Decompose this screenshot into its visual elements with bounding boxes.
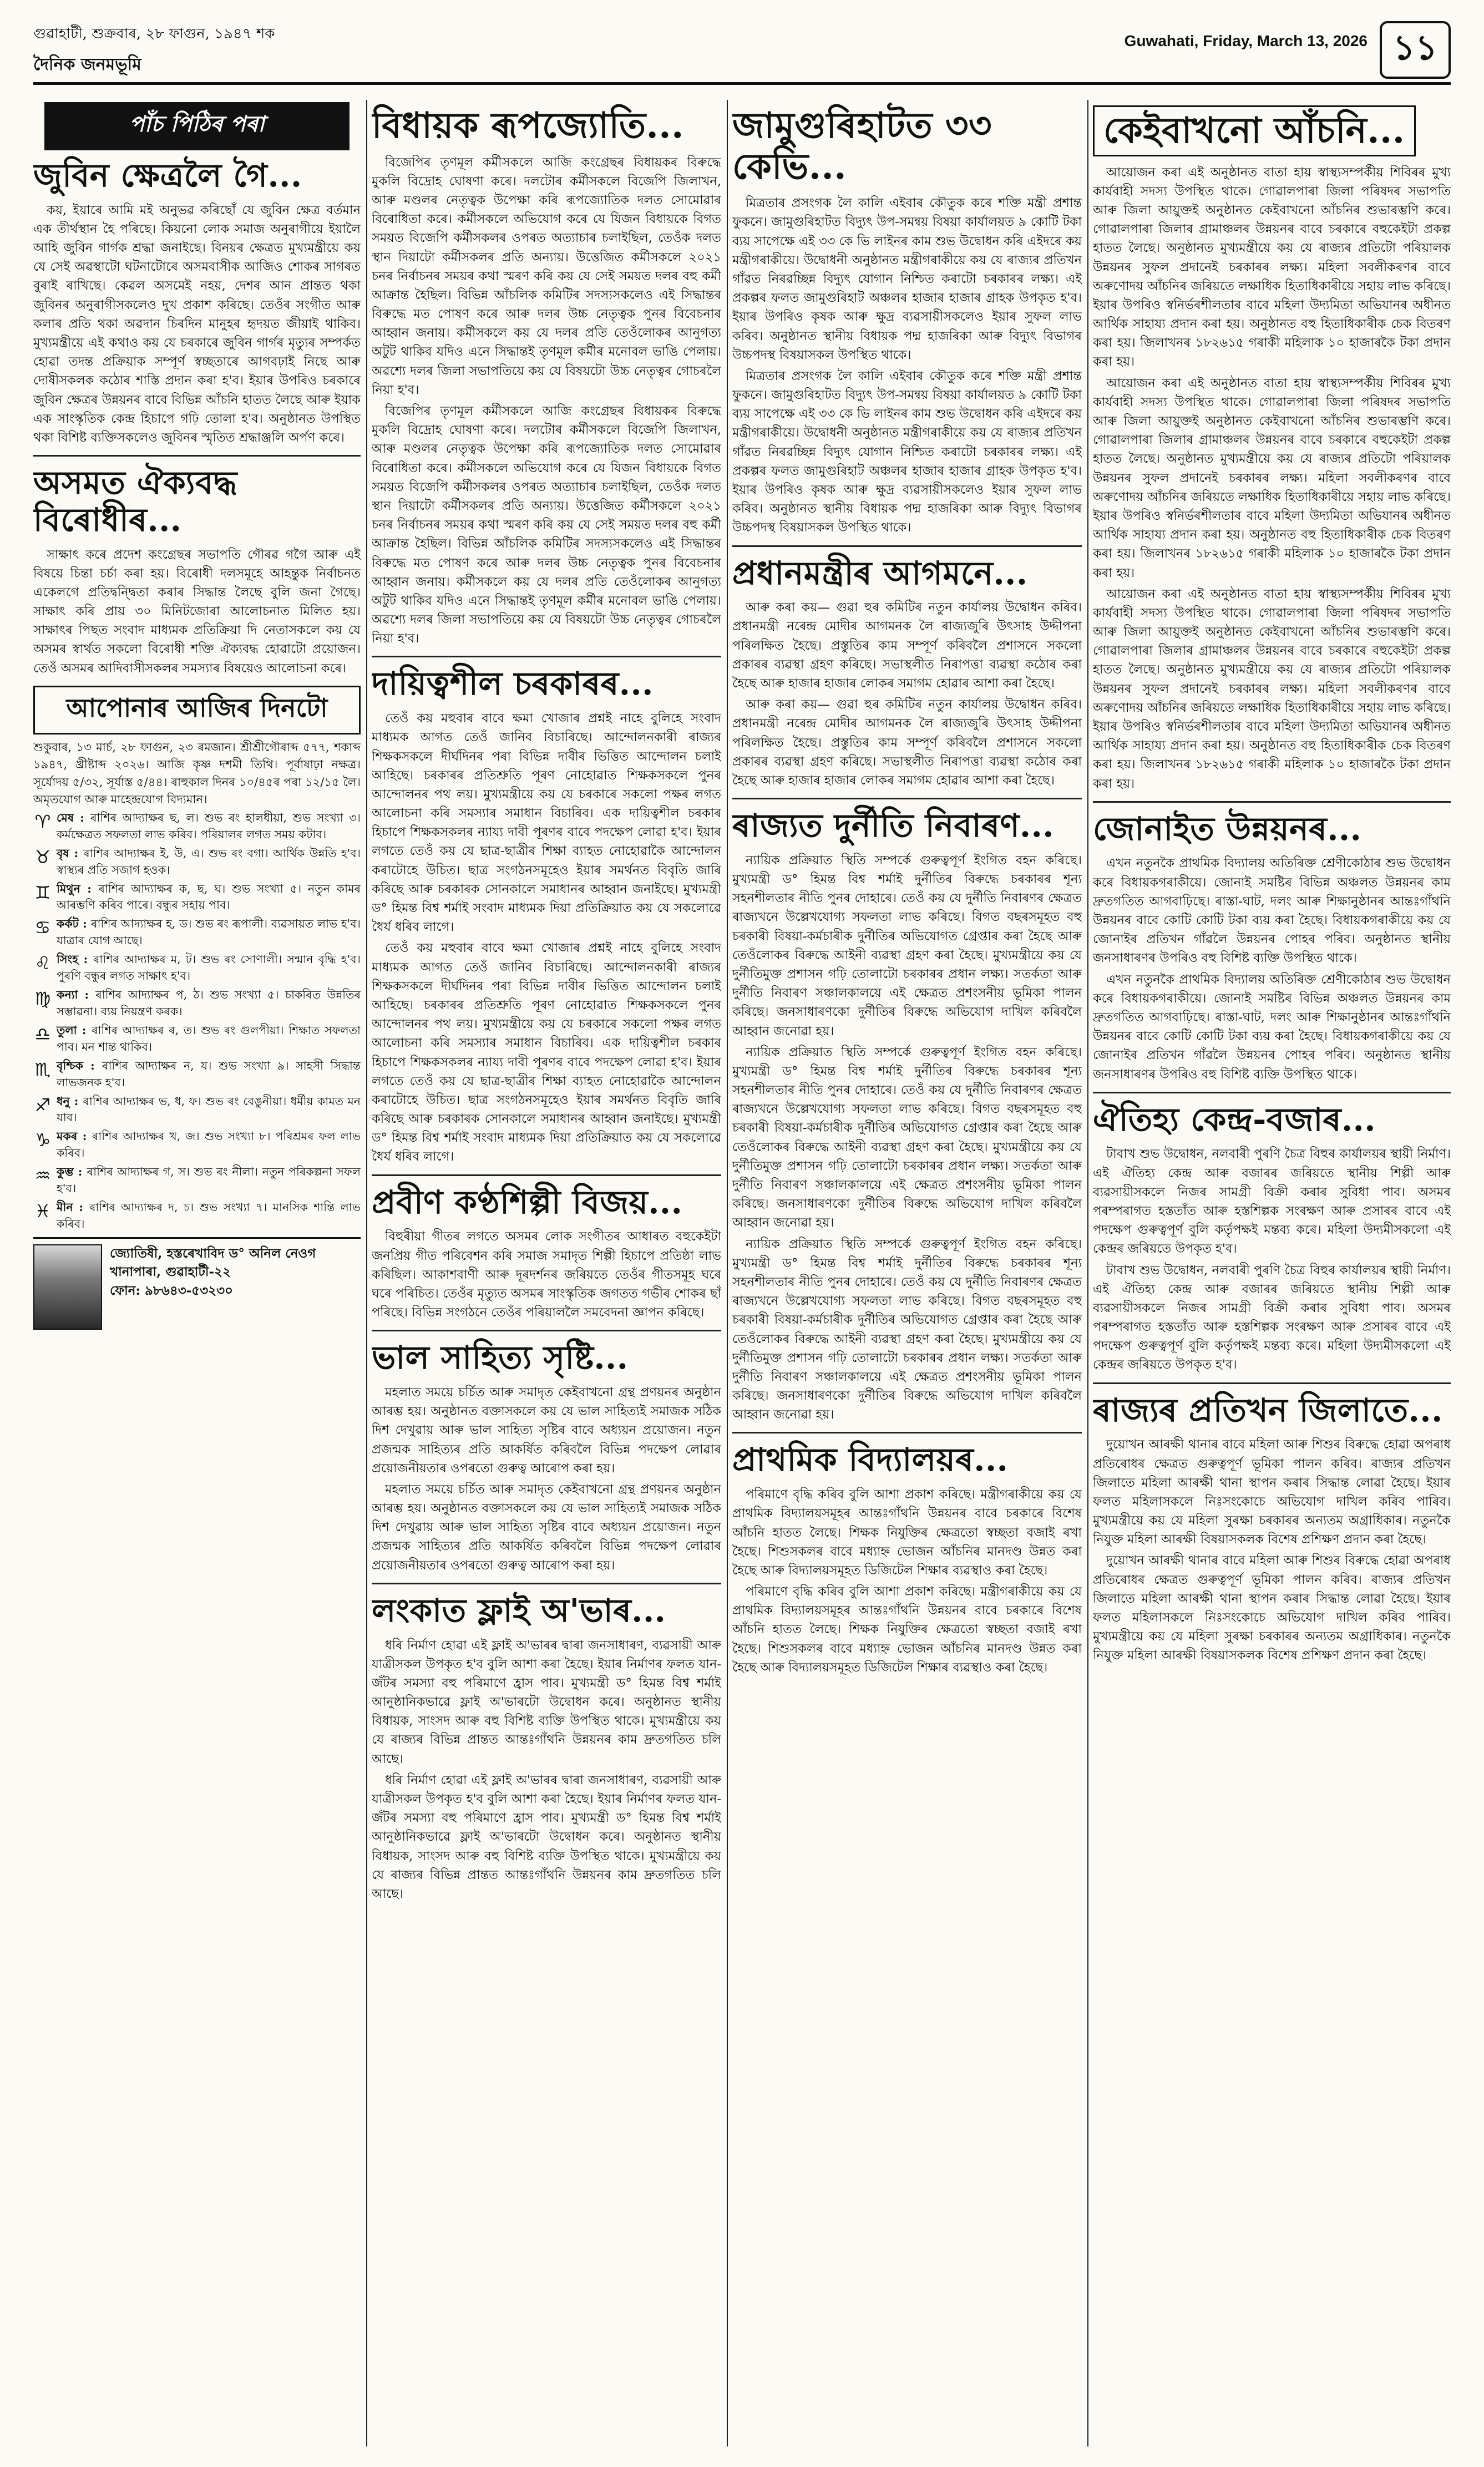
zodiac-item <box>33 1058 361 1091</box>
headline-pm: প্ৰধানমন্ত্ৰীৰ আগমনে... <box>732 554 1028 592</box>
column-1 <box>33 100 361 2446</box>
zodiac-item <box>33 987 361 1020</box>
divider <box>732 798 1082 799</box>
zodiac-sign-icon: ♒ <box>34 1165 51 1187</box>
zodiac-name: ধনু : <box>57 1094 83 1108</box>
zodiac-sign-icon: ♉ <box>34 846 51 868</box>
astrologer-info <box>110 1244 316 1330</box>
article-school: পৰিমাণে বৃদ্ধি কৰিব বুলি আশা প্ৰকাশ কৰিছে। মন্ত্ৰীগৰাকীয়ে কয় যে প্ৰাথমিক বিদ্যালয়সমূহৰ আন্তঃগাঁথনি উন্নয়নৰ বাবে চৰকাৰে বিশেষ আঁচনি হাতত লৈছে। শিক্ষক নিযুক্তিৰ ক্ষেত্ৰতো স্বচ্ছতা বজাই ৰখা হৈছে। শিশুসকলৰ বাবে মধ্যাহ্ন ভোজন আঁচনিৰ মানদণ্ড উন্নত কৰা হৈছে আৰু বিদ্যালয়সমূহত ডিজিটেল শিক্ষাৰ ব্যৱস্থাও কৰা হৈছে। পৰিমাণে বৃদ্ধি কৰিব বুলি আশা প্ৰকাশ কৰিছে। মন্ত্ৰীগৰাকীয়ে কয় যে প্ৰাথমিক বিদ্যালয়সমূহৰ আন্তঃগাঁথনি উন্নয়নৰ বাবে চৰকাৰে বিশেষ আঁচনি হাতত লৈছে। শিক্ষক নিযুক্তিৰ ক্ষেত্ৰতো স্বচ্ছতা বজাই ৰখা হৈছে। শিশুসকলৰ বাবে মধ্যাহ্ন ভোজন আঁচনিৰ মানদণ্ড উন্নত কৰা হৈছে আৰু বিদ্যালয়সমূহত ডিজিটেল শিক্ষাৰ ব্যৱস্থাও কৰা হৈছে। <box>732 1487 1082 1675</box>
zodiac-item <box>33 810 361 843</box>
zodiac-sign-icon: ♐ <box>34 1094 51 1116</box>
article-jubin: কয়, ইয়াৰে আমি মই অনুভৱ কৰিছোঁ যে জুবিন ক্ষেত্ৰ বৰ্তমান এক তীৰ্থস্থান হৈ পৰিছে। কিয়নো লোক সমাজ অনুৰাগীয়ে ইয়ালৈ আহি জুবিন গাৰ্গক শ্ৰদ্ধা জনাইছে। বিনয়ৰ ক্ষেত্ৰত মুখ্যমন্ত্ৰীয়ে কয় যে সেই অৱস্থাটো ঘটনাটোৰে অসমবাসীক আজিও শোকৰ সাগৰত বুৰাই ৰাখিছে। কেৱল অসমেই নহয়, দেশৰ আন প্ৰান্তত থকা জুবিনৰ অনুৰাগীসকলেও দুখ প্ৰকাশ কৰিছে। তেওঁৰ সংগীত আৰু কলাৰ প্ৰতি থকা অৱদান চিৰদিন মানুহৰ হৃদয়ত জীয়াই থাকিব। মুখ্যমন্ত্ৰীয়ে এই কথাও কয় যে চৰকাৰে জুবিন গাৰ্গৰ মৃত্যুৰ সম্পৰ্কত হোৱা তদন্ত প্ৰক্ৰিয়াক সম্পূৰ্ণ স্বচ্ছতাৰে আগবঢ়াই নিছে আৰু দোষীসকলক কঠোৰ শাস্তি প্ৰদান কৰা হ'ব। ইয়াৰ উপৰিও চৰকাৰে জুবিন ক্ষেত্ৰৰ উন্নয়নৰ বাবে বিভিন্ন আঁচনি হাতত লৈছে আৰু ইয়াক এক সাংস্কৃতিক কেন্দ্ৰ হিচাপে গঢ়ি তোলা হ'ব। অনুষ্ঠানত উপস্থিত থকা বিশিষ্ট ব্যক্তিসকলেও জুবিনৰ স্মৃতিত শ্ৰদ্ধাঞ্জলি অৰ্পণ কৰে। <box>33 202 361 445</box>
zodiac-sign-icon: ♊ <box>34 882 51 903</box>
zodiac-name: মিথুন : <box>57 882 99 895</box>
zodiac-text: বৃষ : ৰাশিৰ আদ্যাক্ষৰ ই, উ, এ। শুভ ৰং বগা। আৰ্থিক উন্নতি হ'ব। স্বাস্থ্যৰ প্ৰতি সজাগ হওক। <box>57 846 361 877</box>
zodiac-name: বৃষ : <box>57 846 84 860</box>
divider <box>732 1432 1082 1433</box>
zodiac-item <box>33 951 361 985</box>
headline-jubin: জুবিন ক্ষেত্ৰলৈ গৈ... <box>33 156 302 194</box>
zodiac-text: কন্যা : ৰাশিৰ আদ্যাক্ষৰ প, ঠ। শুভ সংখ্যা ৫। চাকৰিত উন্নতিৰ সম্ভাৱনা। ব্যয় নিয়ন্ত্ৰণ কৰক। <box>57 988 361 1018</box>
column-divider <box>366 100 367 2446</box>
headline-schemes: কেইবাখনো আঁচনি... <box>1093 105 1416 156</box>
zodiac-item <box>33 916 361 949</box>
zodiac-name: সিংহ : <box>57 953 93 966</box>
divider <box>372 1174 721 1176</box>
zodiac-text: ধনু : ৰাশিৰ আদ্যাক্ষৰ ভ, ধ, ফ। শুভ ৰং বেঙুনীয়া। ধৰ্মীয় কামত মন যাব। <box>57 1094 361 1124</box>
zodiac-item <box>33 1022 361 1056</box>
article-flyover: ধৰি নিৰ্মাণ হোৱা এই ফ্লাই অ'ভাৰৰ দ্বাৰা জনসাধাৰণ, ব্যৱসায়ী আৰু যাত্ৰীসকল উপকৃত হ'ব বুলি আশা কৰা হৈছে। ইয়াৰ নিৰ্মাণৰ ফলত যান-জঁটৰ সমস্যা বহু পৰিমাণে হ্ৰাস পাব। মুখ্যমন্ত্ৰী ড° হিমন্ত বিশ্ব শৰ্মাই আনুষ্ঠানিকভাৱে ফ্লাই অ'ভাৰটো উদ্বোধন কৰে। অনুষ্ঠানত স্থানীয় বিধায়ক, সাংসদ আৰু বহু বিশিষ্ট ব্যক্তি উপস্থিত থাকে। মুখ্যমন্ত্ৰীয়ে কয় যে ৰাজ্যৰ বিভিন্ন প্ৰান্তত আন্তঃগাঁথনি উন্নয়নৰ কাম দ্ৰুতগতিত চলি আছে। ধৰি নিৰ্মাণ হোৱা এই ফ্লাই অ'ভাৰৰ দ্বাৰা জনসাধাৰণ, ব্যৱসায়ী আৰু যাত্ৰীসকল উপকৃত হ'ব বুলি আশা কৰা হৈছে। ইয়াৰ নিৰ্মাণৰ ফলত যান-জঁটৰ সমস্যা বহু পৰিমাণে হ্ৰাস পাব। মুখ্যমন্ত্ৰী ড° হিমন্ত বিশ্ব শৰ্মাই আনুষ্ঠানিকভাৱে ফ্লাই অ'ভাৰটো উদ্বোধন কৰে। অনুষ্ঠানত স্থানীয় বিধায়ক, সাংসদ আৰু বহু বিশিষ্ট ব্যক্তি উপস্থিত থাকে। মুখ্যমন্ত্ৰীয়ে কয় যে ৰাজ্যৰ বিভিন্ন প্ৰান্তত আন্তঃগাঁথনি উন্নয়নৰ কাম দ্ৰুতগতিত চলি আছে। <box>372 1638 721 1901</box>
columns <box>33 100 1451 2446</box>
zodiac-item <box>33 1093 361 1127</box>
column-divider <box>1087 100 1088 2446</box>
zodiac-name: তুলা : <box>57 1023 92 1037</box>
astrologer-phone: ফোন: ৯৮৬৪৩-৫৩২৩০ <box>110 1283 234 1298</box>
zodiac-text: মিথুন : ৰাশিৰ আদ্যাক্ষৰ ক, ছ, ঘ। শুভ সংখ্যা ৫। নতুন কামৰ আৰম্ভণি কৰিব পাৰে। বন্ধুৰ সহায় পাব। <box>57 882 361 912</box>
divider <box>732 545 1082 547</box>
astrologer-name: জ্যোতিষী, হস্তৰেখাবিদ ড° অনিল নেওগ <box>110 1245 316 1261</box>
masthead-rule <box>33 82 1451 85</box>
article-opposition: সাক্ষাৎ কৰে প্ৰদেশ কংগ্ৰেছৰ সভাপতি গৌৰৱ গগৈ আৰু এই বিষয়ে চিন্তা চৰ্চা কৰা হয়। বিৰোধী দলসমূহে আহন্তুক নিৰ্বাচনত একেলগে প্ৰতিদ্বন্দ্বিতা কৰাৰ সিদ্ধান্ত লৈছে বুলি জনা গৈছে। সাক্ষাৎ কৰি প্ৰায় ৩০ মিনিটজোৰা আলোচনাত মিলিত হয়। সাক্ষাৎৰ পিছত সংবাদ মাধ্যমক প্ৰতিক্ৰিয়া দি নেতাসকলে কয় যে অসমৰ স্বাৰ্থত সকলো বিৰোধী শক্তি ঐক্যবদ্ধ হোৱাটো প্ৰয়োজন। তেওঁ অসমৰ আদিবাসীসকলৰ সমস্যাৰ বিষয়েও আলোচনা কৰে। <box>33 547 361 676</box>
zodiac-name: কুম্ভ : <box>57 1165 87 1179</box>
astrologer-box <box>33 1237 361 1330</box>
article-schemes: আয়োজন কৰা এই অনুষ্ঠানত বাতা হায় স্বাস্থ্যসম্পৰ্কীয় শিবিৰৰ মুখ্য কাৰ্যবাহী সদস্য উপস্থিত থাকে। গোৱালপাৰা জিলা পৰিষদৰ সভাপতি আৰু জিলা আয়ুক্তই অনুষ্ঠানত কেইবাখনো আঁচনিৰ শুভাৰম্ভণি কৰে। গোৱালপাৰা জিলাৰ গ্ৰামাঞ্চলৰ উন্নয়নৰ বাবে চৰকাৰে বহুকেইটা প্ৰকল্প হাতত লৈছে। অনুষ্ঠানত মুখ্যমন্ত্ৰীয়ে কয় যে ৰাজ্যৰ প্ৰতিটো পৰিয়ালক উন্নয়নৰ সুফল প্ৰদানেই চৰকাৰৰ লক্ষ্য। মহিলা সবলীকৰণৰ বাবে অৰুণোদয় আঁচনিৰ জৰিয়তে লক্ষাধিক হিতাধিকাৰীয়ে সহায় লাভ কৰিছে। ইয়াৰ উপৰিও স্বনিৰ্ভৰশীলতাৰ বাবে মহিলা উদ্যমিতা অভিযানৰ অধীনত আৰ্থিক সাহায্য প্ৰদান কৰা হয়। অনুষ্ঠানত বহু হিতাধিকাৰীক চেক বিতৰণ কৰা হয়। জিলাখনৰ ১৮২৬১৫ গৰাকী মহিলাক ১০ হাজাৰকৈ টকা প্ৰদান কৰা হয়। আয়োজন কৰা এই অনুষ্ঠানত বাতা হায় স্বাস্থ্যসম্পৰ্কীয় শিবিৰৰ মুখ্য কাৰ্যবাহী সদস্য উপস্থিত থাকে। গোৱালপাৰা জিলা পৰিষদৰ সভাপতি আৰু জিলা আয়ুক্তই অনুষ্ঠানত কেইবাখনো আঁচনিৰ শুভাৰম্ভণি কৰে। গোৱালপাৰা জিলাৰ গ্ৰামাঞ্চলৰ উন্নয়নৰ বাবে চৰকাৰে বহুকেইটা প্ৰকল্প হাতত লৈছে। অনুষ্ঠানত মুখ্যমন্ত্ৰীয়ে কয় যে ৰাজ্যৰ প্ৰতিটো পৰিয়ালক উন্নয়নৰ সুফল প্ৰদানেই চৰকাৰৰ লক্ষ্য। মহিলা সবলীকৰণৰ বাবে অৰুণোদয় আঁচনিৰ জৰিয়তে লক্ষাধিক হিতাধিকাৰীয়ে সহায় লাভ কৰিছে। ইয়াৰ উপৰিও স্বনিৰ্ভৰশীলতাৰ বাবে মহিলা উদ্যমিতা অভিযানৰ অধীনত আৰ্থিক সাহায্য প্ৰদান কৰা হয়। অনুষ্ঠানত বহু হিতাধিকাৰীক চেক বিতৰণ কৰা হয়। জিলাখনৰ ১৮২৬১৫ গৰাকী মহিলাক ১০ হাজাৰকৈ টকা প্ৰদান কৰা হয়। আয়োজন কৰা এই অনুষ্ঠানত বাতা হায় স্বাস্থ্যসম্পৰ্কীয় শিবিৰৰ মুখ্য কাৰ্যবাহী সদস্য উপস্থিত থাকে। গোৱালপাৰা জিলা পৰিষদৰ সভাপতি আৰু জিলা আয়ুক্তই অনুষ্ঠানত কেইবাখনো আঁচনিৰ শুভাৰম্ভণি কৰে। গোৱালপাৰা জিলাৰ গ্ৰামাঞ্চলৰ উন্নয়নৰ বাবে চৰকাৰে বহুকেইটা প্ৰকল্প হাতত লৈছে। অনুষ্ঠানত মুখ্যমন্ত্ৰীয়ে কয় যে ৰাজ্যৰ প্ৰতিটো পৰিয়ালক উন্নয়নৰ সুফল প্ৰদানেই চৰকাৰৰ লক্ষ্য। মহিলা সবলীকৰণৰ বাবে অৰুণোদয় আঁচনিৰ জৰিয়তে লক্ষাধিক হিতাধিকাৰীয়ে সহায় লাভ কৰিছে। ইয়াৰ উপৰিও স্বনিৰ্ভৰশীলতাৰ বাবে মহিলা উদ্যমিতা অভিযানৰ অধীনত আৰ্থিক সাহায্য প্ৰদান কৰা হয়। অনুষ্ঠানত বহু হিতাধিকাৰীক চেক বিতৰণ কৰা হয়। জিলাখনৰ ১৮২৬১৫ গৰাকী মহিলাক ১০ হাজাৰকৈ টকা প্ৰদান কৰা হয়। <box>1093 165 1451 791</box>
zodiac-sign-icon: ♏ <box>34 1058 51 1080</box>
zodiac-item <box>33 1164 361 1197</box>
column-divider <box>727 100 728 2446</box>
article-districts: দুয়োখন আৰক্ষী থানাৰ বাবে মহিলা আৰু শিশুৰ বিৰুদ্ধে হোৱা অপৰাধ প্ৰতিৰোধৰ ক্ষেত্ৰত গুৰুত্বপূৰ্ণ ভূমিকা পালন কৰিব। ৰাজ্যৰ প্ৰতিখন জিলাতে মহিলা আৰক্ষী থানা স্থাপন কৰাৰ সিদ্ধান্ত লোৱা হৈছে। ইয়াৰ ফলত মহিলাসকলে নিঃসংকোচে অভিযোগ দাখিল কৰিব পাৰিব। মুখ্যমন্ত্ৰীয়ে কয় যে মহিলা সুৰক্ষা চৰকাৰৰ অন্যতম অগ্ৰাধিকাৰ। নতুনকৈ নিযুক্ত মহিলা আৰক্ষী বিষয়াসকলক বিশেষ প্ৰশিক্ষণ প্ৰদান কৰা হৈছে। দুয়োখন আৰক্ষী থানাৰ বাবে মহিলা আৰু শিশুৰ বিৰুদ্ধে হোৱা অপৰাধ প্ৰতিৰোধৰ ক্ষেত্ৰত গুৰুত্বপূৰ্ণ ভূমিকা পালন কৰিব। ৰাজ্যৰ প্ৰতিখন জিলাতে মহিলা আৰক্ষী থানা স্থাপন কৰাৰ সিদ্ধান্ত লোৱা হৈছে। ইয়াৰ ফলত মহিলাসকলে নিঃসংকোচে অভিযোগ দাখিল কৰিব পাৰিব। মুখ্যমন্ত্ৰীয়ে কয় যে মহিলা সুৰক্ষা চৰকাৰৰ অন্যতম অগ্ৰাধিকাৰ। নতুনকৈ নিযুক্ত মহিলা আৰক্ষী বিষয়াসকলক বিশেষ প্ৰশিক্ষণ প্ৰদান কৰা হৈছে। <box>1093 1437 1451 1663</box>
zodiac-sign-icon: ♌ <box>34 953 51 974</box>
article-govt: তেওঁ কয় মহুবাৰ বাবে ক্ষমা খোজাৰ প্ৰশ্নই নাহে বুলিহে সংবাদ মাধ্যমক আগত তেওঁ জানিব বিচাৰিছে। আন্দোলনকাৰী ৰাজ্যৰ শিক্ষকসকলে দীৰ্ঘদিনৰ পৰা বিভিন্ন দাবীৰ ভিত্তিত আন্দোলন চলাই আহিছে। চৰকাৰৰ প্ৰতিশ্ৰুতি পূৰণ নোহোৱাত শিক্ষকসকলে পুনৰ আন্দোলনৰ পথ লয়। মুখ্যমন্ত্ৰীয়ে কয় যে চৰকাৰে সকলো পক্ষৰ লগত আলোচনা কৰি সমস্যাৰ সমাধান বিচাৰিব। এক দায়িত্বশীল চৰকাৰ হিচাপে শিক্ষকসকলৰ ন্যায্য দাবী পূৰণৰ বাবে পদক্ষেপ লোৱা হ'ব। ইয়াৰ লগতে তেওঁ কয় যে ছাত্ৰ-ছাত্ৰীৰ শিক্ষা ব্যাহত নোহোৱাকৈ আন্দোলন কৰাটোহে উচিত। ছাত্ৰ সংগঠনসমূহেও ইয়াৰ সমৰ্থনত বিবৃতি জাৰি কৰিছে আৰু চৰকাৰক সোনকালে সমাধানৰ আহ্বান জনাইছে। মুখ্যমন্ত্ৰী ড° হিমন্ত বিশ্ব শৰ্মাই সংবাদ মাধ্যমক দিয়া প্ৰতিক্ৰিয়াত কয় যে সকলোৱে ধৈৰ্য ধৰিব লাগে। তেওঁ কয় মহুবাৰ বাবে ক্ষমা খোজাৰ প্ৰশ্নই নাহে বুলিহে সংবাদ মাধ্যমক আগত তেওঁ জানিব বিচাৰিছে। আন্দোলনকাৰী ৰাজ্যৰ শিক্ষকসকলে দীৰ্ঘদিনৰ পৰা বিভিন্ন দাবীৰ ভিত্তিত আন্দোলন চলাই আহিছে। চৰকাৰৰ প্ৰতিশ্ৰুতি পূৰণ নোহোৱাত শিক্ষকসকলে পুনৰ আন্দোলনৰ পথ লয়। মুখ্যমন্ত্ৰীয়ে কয় যে চৰকাৰে সকলো পক্ষৰ লগত আলোচনা কৰি সমস্যাৰ সমাধান বিচাৰিব। এক দায়িত্বশীল চৰকাৰ হিচাপে শিক্ষকসকলৰ ন্যায্য দাবী পূৰণৰ বাবে পদক্ষেপ লোৱা হ'ব। ইয়াৰ লগতে তেওঁ কয় যে ছাত্ৰ-ছাত্ৰীৰ শিক্ষা ব্যাহত নোহোৱাকৈ আন্দোলন কৰাটোহে উচিত। ছাত্ৰ সংগঠনসমূহেও ইয়াৰ সমৰ্থনত বিবৃতি জাৰি কৰিছে আৰু চৰকাৰক সোনকালে সমাধানৰ আহ্বান জনাইছে। মুখ্যমন্ত্ৰী ড° হিমন্ত বিশ্ব শৰ্মাই সংবাদ মাধ্যমক দিয়া প্ৰতিক্ৰিয়াত কয় যে সকলোৱে ধৈৰ্য ধৰিব লাগে। <box>372 711 721 1164</box>
headline-corruption: ৰাজ্যত দুৰ্নীতি নিবাৰণ... <box>732 807 1055 845</box>
headline-govt: দায়িত্বশীল চৰকাৰৰ... <box>372 665 654 703</box>
headline-districts: ৰাজ্যৰ প্ৰতিখন জিলাতে... <box>1093 1391 1443 1429</box>
english-date: Guwahati, Friday, March 13, 2026 <box>1124 32 1367 49</box>
astrologer-photo <box>33 1244 102 1330</box>
zodiac-text: তুলা : ৰাশিৰ আদ্যাক্ষৰ ৰ, ত। শুভ ৰং গুলপীয়া। শিক্ষাত সফলতা পাব। মন শান্ত থাকিব। <box>57 1023 361 1053</box>
article-heritage: টাবাখ শুভ উদ্বোধন, নলবাৰী পুৰণি চৈত্ৰ বিহুৰ কাৰ্যালয়ৰ স্থায়ী নিৰ্মাণ। এই ঐতিহ্য কেন্দ্ৰ আৰু বজাৰৰ জৰিয়তে স্থানীয় শিল্পী আৰু ব্যৱসায়ীসকলে নিজৰ সামগ্ৰী বিক্ৰী কৰাৰ সুবিধা পাব। অসমৰ পৰম্পৰাগত হস্ততাঁত আৰু হস্তশিল্পক সংৰক্ষণ আৰু প্ৰসাৰৰ বাবে এই পদক্ষেপ গুৰুত্বপূৰ্ণ বুলি কৰ্তৃপক্ষই মন্তব্য কৰে। মহিলা উদ্যমীসকলো এই কেন্দ্ৰৰ জৰিয়তে উপকৃত হ'ব। টাবাখ শুভ উদ্বোধন, নলবাৰী পুৰণি চৈত্ৰ বিহুৰ কাৰ্যালয়ৰ স্থায়ী নিৰ্মাণ। এই ঐতিহ্য কেন্দ্ৰ আৰু বজাৰৰ জৰিয়তে স্থানীয় শিল্পী আৰু ব্যৱসায়ীসকলে নিজৰ সামগ্ৰী বিক্ৰী কৰাৰ সুবিধা পাব। অসমৰ পৰম্পৰাগত হস্ততাঁত আৰু হস্তশিল্পক সংৰক্ষণ আৰু প্ৰসাৰৰ বাবে এই পদক্ষেপ গুৰুত্বপূৰ্ণ বুলি কৰ্তৃপক্ষই মন্তব্য কৰে। মহিলা উদ্যমীসকলো এই কেন্দ্ৰৰ জৰিয়তে উপকৃত হ'ব। <box>1093 1147 1451 1372</box>
zodiac-text: কৰ্কট : ৰাশিৰ আদ্যাক্ষৰ হ, ড। শুভ ৰং ৰূপালী। ব্যৱসায়ত লাভ হ'ব। যাত্ৰাৰ যোগ আছে। <box>57 917 361 948</box>
article-singer: বিহুৰীয়া গীতৰ লগতে অসমৰ লোক সংগীতৰ আধাৰত বহুকেইটা জনপ্ৰিয় গীত পৰিবেশন কৰি সমাজ সমাদৃত শিল্পী হিচাপে প্ৰতিষ্ঠা লাভ কৰিছিল। আকাশবাণী আৰু দূৰদৰ্শনৰ জৰিয়তে তেওঁৰ গীতসমূহ ঘৰে ঘৰে পৰিচিত। তেওঁৰ মৃত্যুত অসমৰ সাংস্কৃতিক জগতত গভীৰ শোকৰ ছাঁ পৰিছে। বিভিন্ন সংগঠনে তেওঁৰ পৰিয়াললৈ সমবেদনা জ্ঞাপন কৰিছে। <box>372 1229 721 1320</box>
article-corruption: ন্যায়িক প্ৰক্ৰিয়াত স্থিতি সম্পৰ্কে গুৰুত্বপূৰ্ণ ইংগিত বহন কৰিছে। মুখ্যমন্ত্ৰী ড° হিমন্ত বিশ্ব শৰ্মাই দুৰ্নীতিৰ বিৰুদ্ধে চৰকাৰৰ শূন্য সহনশীলতাৰ নীতি পুনৰ দোহাৰে। তেওঁ কয় যে দুৰ্নীতি নিবাৰণৰ ক্ষেত্ৰত ৰাজ্যখনে উল্লেখযোগ্য সফলতা লাভ কৰিছে। বিগত বছৰসমূহত বহু চৰকাৰী বিষয়া-কৰ্মচাৰীক দুৰ্নীতিৰ অভিযোগত গ্ৰেপ্তাৰ কৰা হৈছে আৰু তেওঁলোকৰ বিৰুদ্ধে আইনী ব্যৱস্থা গ্ৰহণ কৰা হৈছে। মুখ্যমন্ত্ৰীয়ে কয় যে দুৰ্নীতিমুক্ত প্ৰশাসন গঢ়ি তোলাটো চৰকাৰৰ প্ৰধান লক্ষ্য। সতৰ্কতা আৰু দুৰ্নীতি নিবাৰণ সঞ্চালকালয়ে এই ক্ষেত্ৰত প্ৰশংসনীয় ভূমিকা পালন কৰিছে। জনসাধাৰণকো দুৰ্নীতিৰ বিৰুদ্ধে অভিযোগ দাখিল কৰিবলৈ আহ্বান জনোৱা হয়। ন্যায়িক প্ৰক্ৰিয়াত স্থিতি সম্পৰ্কে গুৰুত্বপূৰ্ণ ইংগিত বহন কৰিছে। মুখ্যমন্ত্ৰী ড° হিমন্ত বিশ্ব শৰ্মাই দুৰ্নীতিৰ বিৰুদ্ধে চৰকাৰৰ শূন্য সহনশীলতাৰ নীতি পুনৰ দোহাৰে। তেওঁ কয় যে দুৰ্নীতি নিবাৰণৰ ক্ষেত্ৰত ৰাজ্যখনে উল্লেখযোগ্য সফলতা লাভ কৰিছে। বিগত বছৰসমূহত বহু চৰকাৰী বিষয়া-কৰ্মচাৰীক দুৰ্নীতিৰ অভিযোগত গ্ৰেপ্তাৰ কৰা হৈছে আৰু তেওঁলোকৰ বিৰুদ্ধে আইনী ব্যৱস্থা গ্ৰহণ কৰা হৈছে। মুখ্যমন্ত্ৰীয়ে কয় যে দুৰ্নীতিমুক্ত প্ৰশাসন গঢ়ি তোলাটো চৰকাৰৰ প্ৰধান লক্ষ্য। সতৰ্কতা আৰু দুৰ্নীতি নিবাৰণ সঞ্চালকালয়ে এই ক্ষেত্ৰত প্ৰশংসনীয় ভূমিকা পালন কৰিছে। জনসাধাৰণকো দুৰ্নীতিৰ বিৰুদ্ধে অভিযোগ দাখিল কৰিবলৈ আহ্বান জনোৱা হয়। ন্যায়িক প্ৰক্ৰিয়াত স্থিতি সম্পৰ্কে গুৰুত্বপূৰ্ণ ইংগিত বহন কৰিছে। মুখ্যমন্ত্ৰী ড° হিমন্ত বিশ্ব শৰ্মাই দুৰ্নীতিৰ বিৰুদ্ধে চৰকাৰৰ শূন্য সহনশীলতাৰ নীতি পুনৰ দোহাৰে। তেওঁ কয় যে দুৰ্নীতি নিবাৰণৰ ক্ষেত্ৰত ৰাজ্যখনে উল্লেখযোগ্য সফলতা লাভ কৰিছে। বিগত বছৰসমূহত বহু চৰকাৰী বিষয়া-কৰ্মচাৰীক দুৰ্নীতিৰ অভিযোগত গ্ৰেপ্তাৰ কৰা হৈছে আৰু তেওঁলোকৰ বিৰুদ্ধে আইনী ব্যৱস্থা গ্ৰহণ কৰা হৈছে। মুখ্যমন্ত্ৰীয়ে কয় যে দুৰ্নীতিমুক্ত প্ৰশাসন গঢ়ি তোলাটো চৰকাৰৰ প্ৰধান লক্ষ্য। সতৰ্কতা আৰু দুৰ্নীতি নিবাৰণ সঞ্চালকালয়ে এই ক্ষেত্ৰত প্ৰশংসনীয় ভূমিকা পালন কৰিছে। জনসাধাৰণকো দুৰ্নীতিৰ বিৰুদ্ধে অভিযোগ দাখিল কৰিবলৈ আহ্বান জনোৱা হয়। <box>732 853 1082 1422</box>
column-4 <box>1093 100 1451 2446</box>
headline-power: জামুগুৰিহাটত ৩৩ কেভি... <box>732 105 992 188</box>
headline-mla: বিধায়ক ৰূপজ্যোতি... <box>372 105 684 146</box>
zodiac-name: মকৰ : <box>57 1129 92 1143</box>
column-2 <box>372 100 721 2446</box>
headline-school: প্ৰাথমিক বিদ্যালয়ৰ... <box>732 1441 1009 1479</box>
zodiac-text: মেষ : ৰাশিৰ আদ্যাক্ষৰ ছ, ল। শুভ ৰং হালধীয়া, শুভ সংখ্যা ৩। কৰ্মক্ষেত্ৰত সফলতা লাভ কৰিব। পৰিয়ালৰ লগত সময় কটাব। <box>57 810 361 841</box>
zodiac-sign-icon: ♋ <box>34 917 51 939</box>
date-line: গুৱাহাটী, শুক্ৰবাৰ, ২৮ ফাগুন, ১৯৪৭ শক <box>33 26 275 42</box>
zodiac-text: বৃশ্চিক : ৰাশিৰ আদ্যাক্ষৰ ন, য। শুভ সংখ্যা ৯। সাহসী সিদ্ধান্ত লাভজনক হ'ব। <box>57 1058 361 1089</box>
zodiac-text: কুম্ভ : ৰাশিৰ আদ্যাক্ষৰ গ, স। শুভ ৰং নীলা। নতুন পৰিকল্পনা সফল হ'ব। <box>57 1165 361 1195</box>
divider <box>372 1330 721 1331</box>
zodiac-text: সিংহ : ৰাশিৰ আদ্যাক্ষৰ ম, ট। শুভ ৰং সোণালী। সন্মান বৃদ্ধি হ'ব। পুৰণি বন্ধুৰ লগত সাক্ষাৎ হ'ব। <box>57 953 361 983</box>
divider <box>1093 1092 1451 1093</box>
headline-heritage: ঐতিহ্য কেন্দ্ৰ-বজাৰ... <box>1093 1100 1376 1138</box>
article-mla: বিজেপিৰ তৃণমূল কৰ্মীসকলে আজি কংগ্ৰেছৰ বিধায়কৰ বিৰুদ্ধে মুকলি বিদ্ৰোহ ঘোষণা কৰে। দলটোৰ কৰ্মীসকলে বিজেপি জিলাখন, আৰু মণ্ডলৰ নেতৃত্বক উপেক্ষা কৰি ৰূপজ্যোতিক দলত সোমোৱাৰ বিৰোধিতা কৰে। কৰ্মীসকলে অভিযোগ কৰে যে যিজন বিধায়কে বিগত সময়ত বিজেপি কৰ্মীসকলৰ ওপৰত অত্যাচাৰ চলাইছিল, তেওঁক দলত স্থান দিয়াটো কৰ্মীসকলৰ প্ৰতি অন্যায়। উত্তেজিত কৰ্মীসকলে ২০২১ চনৰ নিৰ্বাচনৰ সময়ৰ কথা স্মৰণ কৰি কয় যে সেই সময়ত দলৰ বহু কৰ্মী আক্ৰান্ত হৈছিল। বিভিন্ন আঁচলিক কমিটিৰ সদস্যসকলেও এই সিদ্ধান্তৰ বিৰুদ্ধে মত পোষণ কৰে আৰু দলৰ উচ্চ নেতৃত্বক পুনৰ বিবেচনাৰ আহ্বান জনায়। কৰ্মীসকলে কয় যে দলৰ প্ৰতি তেওঁলোকৰ আনুগত্য অটুট থাকিব যদিও এনে সিদ্ধান্তই তৃণমূল কৰ্মীৰ মনোবল ভাঙি পেলায়। অৱশ্যে দলৰ জিলা সভাপতিয়ে কয় যে বিষয়টো উচ্চ নেতৃত্বৰ গোচৰলৈ নিয়া হ'ব। বিজেপিৰ তৃণমূল কৰ্মীসকলে আজি কংগ্ৰেছৰ বিধায়কৰ বিৰুদ্ধে মুকলি বিদ্ৰোহ ঘোষণা কৰে। দলটোৰ কৰ্মীসকলে বিজেপি জিলাখন, আৰু মণ্ডলৰ নেতৃত্বক উপেক্ষা কৰি ৰূপজ্যোতিক দলত সোমোৱাৰ বিৰোধিতা কৰে। কৰ্মীসকলে অভিযোগ কৰে যে যিজন বিধায়কে বিগত সময়ত বিজেপি কৰ্মীসকলৰ ওপৰত অত্যাচাৰ চলাইছিল, তেওঁক দলত স্থান দিয়াটো কৰ্মীসকলৰ প্ৰতি অন্যায়। উত্তেজিত কৰ্মীসকলে ২০২১ চনৰ নিৰ্বাচনৰ সময়ৰ কথা স্মৰণ কৰি কয় যে সেই সময়ত দলৰ বহু কৰ্মী আক্ৰান্ত হৈছিল। বিভিন্ন আঁচলিক কমিটিৰ সদস্যসকলেও এই সিদ্ধান্তৰ বিৰুদ্ধে মত পোষণ কৰে আৰু দলৰ উচ্চ নেতৃত্বক পুনৰ বিবেচনাৰ আহ্বান জনায়। কৰ্মীসকলে কয় যে দলৰ প্ৰতি তেওঁলোকৰ আনুগত্য অটুট থাকিব যদিও এনে সিদ্ধান্তই তৃণমূল কৰ্মীৰ মনোবল ভাঙি পেলায়। অৱশ্যে দলৰ জিলা সভাপতিয়ে কয় যে বিষয়টো উচ্চ নেতৃত্বৰ গোচৰলৈ নিয়া হ'ব। <box>372 155 721 646</box>
divider <box>372 656 721 657</box>
zodiac-item <box>33 845 361 879</box>
zodiac-item <box>33 1128 361 1162</box>
zodiac-name: কন্যা : <box>57 988 96 1002</box>
zodiac-sign-icon: ♍ <box>34 988 51 1010</box>
zodiac-name: মেষ : <box>57 810 90 824</box>
masthead <box>33 17 1451 100</box>
paper-name: দৈনিক জনমভূমি <box>33 55 141 74</box>
column-3 <box>732 100 1082 2446</box>
horoscope-box <box>33 686 361 1330</box>
divider <box>33 455 361 457</box>
zodiac-text: মকৰ : ৰাশিৰ আদ্যাক্ষৰ খ, জ। শুভ সংখ্যা ৮। পৰিশ্ৰমৰ ফল লাভ কৰিব। <box>57 1129 361 1160</box>
zodiac-text: মীন : ৰাশিৰ আদ্যাক্ষৰ দ, চ। শুভ সংখ্যা ৭। মানসিক শান্তি লাভ কৰিব। <box>57 1200 361 1231</box>
zodiac-item <box>33 881 361 914</box>
astrologer-address: খানাপাৰা, গুৱাহাটী-২২ <box>110 1264 231 1280</box>
article-jonai: এখন নতুনকৈ প্ৰাথমিক বিদ্যালয় অতিৰিক্ত শ্ৰেণীকোঠাৰ শুভ উদ্বোধন কৰে বিধায়কগৰাকীয়ে। জোনাই সমষ্টিৰ বিভিন্ন অঞ্চলত উন্নয়নৰ কাম দ্ৰুতগতিত আগবাঢ়িছে। ৰাস্তা-ঘাট, দলং আৰু শিক্ষানুষ্ঠানৰ আন্তঃগাঁথনি উন্নয়নৰ বাবে কোটি কোটি টকা ব্যয় কৰা হৈছে। বিধায়কগৰাকীয়ে কয় যে জোনাইৰ প্ৰতিখন গাঁৱলৈ উন্নয়নৰ পোহৰ পৰিব। অনুষ্ঠানত স্থানীয় জনসাধাৰণৰ উপৰিও বহু বিশিষ্ট ব্যক্তি উপস্থিত থাকে। এখন নতুনকৈ প্ৰাথমিক বিদ্যালয় অতিৰিক্ত শ্ৰেণীকোঠাৰ শুভ উদ্বোধন কৰে বিধায়কগৰাকীয়ে। জোনাই সমষ্টিৰ বিভিন্ন অঞ্চলত উন্নয়নৰ কাম দ্ৰুতগতিত আগবাঢ়িছে। ৰাস্তা-ঘাট, দলং আৰু শিক্ষানুষ্ঠানৰ আন্তঃগাঁথনি উন্নয়নৰ বাবে কোটি কোটি টকা ব্যয় কৰা হৈছে। বিধায়কগৰাকীয়ে কয় যে জোনাইৰ প্ৰতিখন গাঁৱলৈ উন্নয়নৰ পোহৰ পৰিব। অনুষ্ঠানত স্থানীয় জনসাধাৰণৰ উপৰিও বহু বিশিষ্ট ব্যক্তি উপস্থিত থাকে। <box>1093 856 1451 1082</box>
zodiac-name: মীন : <box>57 1200 89 1214</box>
article-pm: আৰু কৰা কয়— গুৱা হুৰ কমিটিৰ নতুন কাৰ্যালয় উদ্বোধন কৰিব। প্ৰধানমন্ত্ৰী নৰেন্দ্ৰ মোদীৰ আগমনক লৈ ৰাজ্যজুৰি উৎসাহ উদ্দীপনা পৰিলক্ষিত হৈছে। প্ৰস্তুতিৰ কাম সম্পূৰ্ণ কৰিবলৈ প্ৰশাসনে সকলো প্ৰকাৰৰ ব্যৱস্থা গ্ৰহণ কৰিছে। সভাস্থলীত নিৰাপত্তা ব্যৱস্থা কঠোৰ কৰা হৈছে আৰু হাজাৰ হাজাৰ লোকৰ সমাগম হোৱাৰ আশা কৰা হৈছে। আৰু কৰা কয়— গুৱা হুৰ কমিটিৰ নতুন কাৰ্যালয় উদ্বোধন কৰিব। প্ৰধানমন্ত্ৰী নৰেন্দ্ৰ মোদীৰ আগমনক লৈ ৰাজ্যজুৰি উৎসাহ উদ্দীপনা পৰিলক্ষিত হৈছে। প্ৰস্তুতিৰ কাম সম্পূৰ্ণ কৰিবলৈ প্ৰশাসনে সকলো প্ৰকাৰৰ ব্যৱস্থা গ্ৰহণ কৰিছে। সভাস্থলীত নিৰাপত্তা ব্যৱস্থা কঠোৰ কৰা হৈছে আৰু হাজাৰ হাজাৰ লোকৰ সমাগম হোৱাৰ আশা কৰা হৈছে। <box>732 600 1082 788</box>
page-number: ১১ <box>1380 21 1451 79</box>
zodiac-sign-icon: ♎ <box>34 1023 51 1045</box>
zodiac-name: বৃশ্চিক : <box>57 1058 102 1072</box>
zodiac-list <box>33 810 361 1233</box>
horoscope-date: শুকুবাৰ, ১৩ মাৰ্চ, ২৮ ফাগুন, ২৩ ৰমজান। শ্ৰীশ্ৰীগৌৰাব্দ ৫৭৭, শকাব্দ ১৯৪৭, খ্ৰীষ্টাব্দ ২০২৬। আজি কৃষ্ণ দশমী তিথি। পূৰ্বাষাঢ়া নক্ষত্ৰ। সূৰ্যোদয় ৫/৩২, সূৰ্যাস্ত ৫/৪৪। ৰাহুকাল দিনৰ ১০/৪৫ৰ পৰা ১২/১৫ লৈ। অমৃতযোগ আৰু মাহেন্দ্ৰযোগ বিদ্যমান। <box>33 740 361 807</box>
headline-literature: ভাল সাহিত্য সৃষ্টি... <box>372 1339 629 1377</box>
section-tag: পাঁচ পিঠিৰ পৰা <box>44 102 350 150</box>
zodiac-sign-icon: ♑ <box>34 1129 51 1151</box>
zodiac-sign-icon: ♓ <box>34 1200 51 1222</box>
zodiac-sign-icon: ♈ <box>34 810 51 832</box>
divider <box>1093 801 1451 803</box>
zodiac-name: কৰ্কট : <box>57 917 91 931</box>
article-literature: মহলাত সময়ে চৰ্চিত আৰু সমাদৃত কেইবাখনো গ্ৰন্থ প্ৰণয়নৰ অনুষ্ঠান আৰম্ভ হয়। অনুষ্ঠানত বক্তাসকলে কয় যে ভাল সাহিত্যই সমাজক সঠিক দিশ দেখুৱায় আৰু ভাল সাহিত্য সৃষ্টিৰ বাবে অধ্যয়ন প্ৰয়োজন। নতুন প্ৰজন্মক সাহিত্যৰ প্ৰতি আকৰ্ষিত কৰিবলৈ বিভিন্ন পদক্ষেপ লোৱাৰ প্ৰয়োজনীয়তাৰ ওপৰতো গুৰুত্ব আৰোপ কৰা হয়। মহলাত সময়ে চৰ্চিত আৰু সমাদৃত কেইবাখনো গ্ৰন্থ প্ৰণয়নৰ অনুষ্ঠান আৰম্ভ হয়। অনুষ্ঠানত বক্তাসকলে কয় যে ভাল সাহিত্যই সমাজক সঠিক দিশ দেখুৱায় আৰু ভাল সাহিত্য সৃষ্টিৰ বাবে অধ্যয়ন প্ৰয়োজন। নতুন প্ৰজন্মক সাহিত্যৰ প্ৰতি আকৰ্ষিত কৰিবলৈ বিভিন্ন পদক্ষেপ লোৱাৰ প্ৰয়োজনীয়তাৰ ওপৰতো গুৰুত্ব আৰোপ কৰা হয়। <box>372 1385 721 1573</box>
headline-flyover: লংকাত ফ্লাই অ'ভাৰ... <box>372 1591 666 1629</box>
headline-singer: প্ৰবীণ কণ্ঠশিল্পী বিজয়... <box>372 1183 683 1221</box>
zodiac-item <box>33 1199 361 1233</box>
article-power: মিত্ৰতাৰ প্ৰসংগক লৈ কালি এইবাৰ কৌতুক কৰে শক্তি মন্ত্ৰী প্ৰশান্ত ফুকনে। জামুগুৰিহাটত বিদ্যুৎ উপ-সমন্বয় বিষয়া কাৰ্যালয়ত ৯ কোটি টকা ব্যয় সাপেক্ষে এই ৩৩ কে ভি লাইনৰ কাম শুভ উদ্বোধন কৰি এইদৰে কয় মন্ত্ৰীগৰাকীয়ে। উদ্বোধনী অনুষ্ঠানত মন্ত্ৰীগৰাকীয়ে কয় যে ৰাজ্যৰ প্ৰতিখন গাঁৱত নিৰৱচ্ছিন্ন বিদ্যুৎ যোগান নিশ্চিত কৰাটো চৰকাৰৰ লক্ষ্য। এই প্ৰকল্পৰ ফলত জামুগুৰিহাট অঞ্চলৰ হাজাৰ হাজাৰ গ্ৰাহক উপকৃত হ'ব। ইয়াৰ উপৰিও কৃষক আৰু ক্ষুদ্ৰ ব্যৱসায়ীসকলেও ইয়াৰ সুফল লাভ কৰিব। অনুষ্ঠানত স্থানীয় বিধায়ক পদ্ম হাজৰিকা আৰু বিদ্যুৎ বিভাগৰ উচ্চপদস্থ বিষয়াসকল উপস্থিত থাকে। মিত্ৰতাৰ প্ৰসংগক লৈ কালি এইবাৰ কৌতুক কৰে শক্তি মন্ত্ৰী প্ৰশান্ত ফুকনে। জামুগুৰিহাটত বিদ্যুৎ উপ-সমন্বয় বিষয়া কাৰ্যালয়ত ৯ কোটি টকা ব্যয় সাপেক্ষে এই ৩৩ কে ভি লাইনৰ কাম শুভ উদ্বোধন কৰি এইদৰে কয় মন্ত্ৰীগৰাকীয়ে। উদ্বোধনী অনুষ্ঠানত মন্ত্ৰীগৰাকীয়ে কয় যে ৰাজ্যৰ প্ৰতিখন গাঁৱত নিৰৱচ্ছিন্ন বিদ্যুৎ যোগান নিশ্চিত কৰাটো চৰকাৰৰ লক্ষ্য। এই প্ৰকল্পৰ ফলত জামুগুৰিহাট অঞ্চলৰ হাজাৰ হাজাৰ গ্ৰাহক উপকৃত হ'ব। ইয়াৰ উপৰিও কৃষক আৰু ক্ষুদ্ৰ ব্যৱসায়ীসকলেও ইয়াৰ সুফল লাভ কৰিব। অনুষ্ঠানত স্থানীয় বিধায়ক পদ্ম হাজৰিকা আৰু বিদ্যুৎ বিভাগৰ উচ্চপদস্থ বিষয়াসকল উপস্থিত থাকে। <box>732 196 1082 535</box>
divider <box>1093 1382 1451 1384</box>
divider <box>372 1583 721 1584</box>
headline-opposition: অসমত ঐক্যবদ্ধ বিৰোধীৰ... <box>33 464 237 539</box>
headline-jonai: জোনাইত উন্নয়নৰ... <box>1093 809 1362 848</box>
horoscope-title: আপোনাৰ আজিৰ দিনটো <box>33 686 361 734</box>
